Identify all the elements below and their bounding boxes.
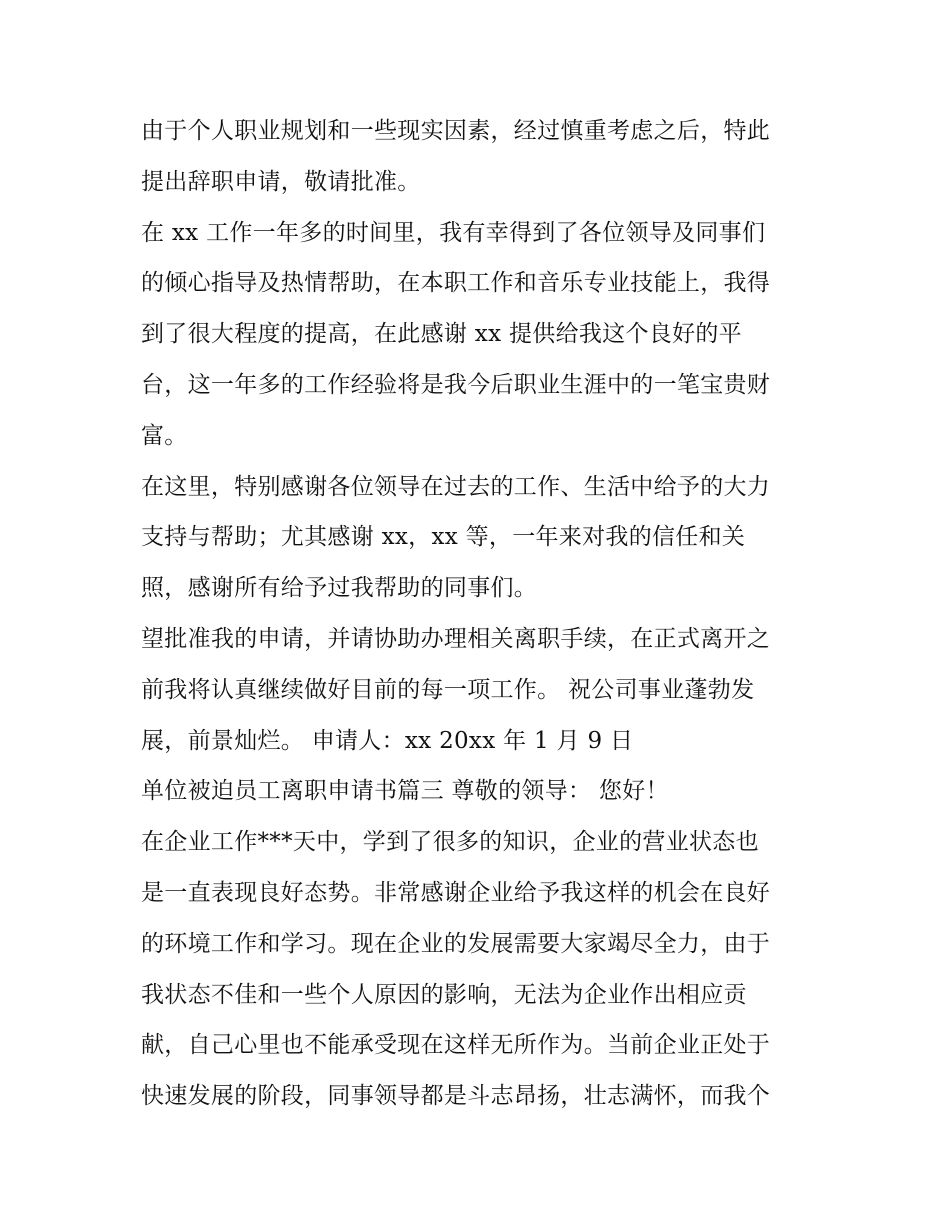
text-line-13: 展，前景灿烂。 申请人：xx 20xx 年 1 月 9 日 [141, 727, 634, 754]
text-line-18: 我状态不佳和一些个人原因的影响，无法为企业作出相应贡 [141, 981, 747, 1008]
text-line-15: 在企业工作***天中，学到了很多的知识，企业的营业状态也 [141, 829, 759, 856]
text-line-10: 照，感谢所有给予过我帮助的同事们。 [141, 575, 538, 602]
text-line-5: 到了很大程度的提高，在此感谢 xx 提供给我这个良好的平 [141, 321, 742, 348]
text-line-14: 单位被迫员工离职申请书篇三 尊敬的领导： 您好！ [141, 778, 669, 805]
document-body [141, 106, 821, 1122]
text-line-2: 提出辞职申请，敬请批准。 [141, 168, 421, 195]
text-line-16: 是一直表现良好态势。非常感谢企业给予我这样的机会在良好 [141, 879, 771, 906]
text-line-11: 望批准我的申请，并请协助办理相关离职手续，在正式离开之 [141, 625, 771, 652]
text-line-19: 献，自己心里也不能承受现在这样无所作为。当前企业正处于 [141, 1032, 771, 1059]
text-line-12: 前我将认真继续做好目前的每一项工作。 祝公司事业蓬勃发 [141, 676, 755, 703]
text-line-1: 由于个人职业规划和一些现实因素，经过慎重考虑之后，特此 [141, 118, 771, 144]
text-line-7: 富。 [141, 422, 188, 449]
text-line-17: 的环境工作和学习。现在企业的发展需要大家竭尽全力，由于 [141, 930, 771, 957]
text-line-6: 台，这一年多的工作经验将是我今后职业生涯中的一笔宝贵财 [141, 371, 771, 398]
text-line-8: 在这里，特别感谢各位领导在过去的工作、生活中给予的大力 [141, 473, 771, 500]
text-line-20: 快速发展的阶段，同事领导都是斗志昂扬，壮志满怀，而我个 [141, 1083, 771, 1110]
text-line-3: 在 xx 工作一年多的时间里，我有幸得到了各位领导及同事们 [141, 219, 766, 246]
text-line-9: 支持与帮助；尤其感谢 xx，xx 等，一年来对我的信任和关 [141, 524, 746, 551]
text-line-4: 的倾心指导及热情帮助，在本职工作和音乐专业技能上，我得 [141, 270, 771, 297]
